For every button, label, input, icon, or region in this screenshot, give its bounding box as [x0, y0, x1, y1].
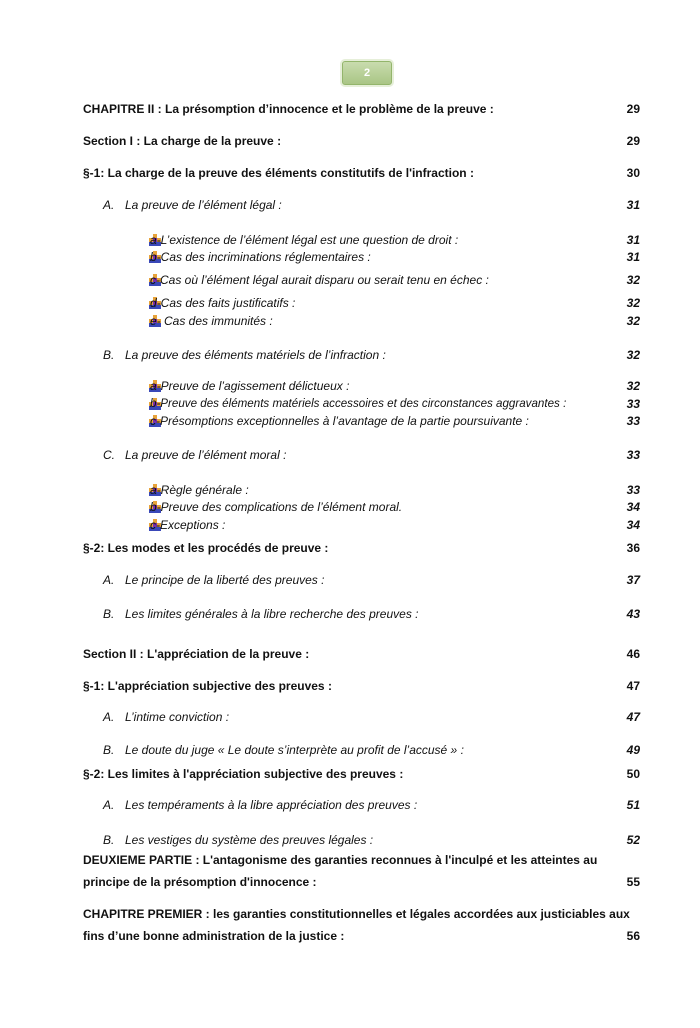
toc-entry-title-line1: CHAPITRE PREMIER : les garanties constitutionnelles et légales accordées aux justiciables aux — [83, 907, 630, 921]
toc-entry-page: 51 — [626, 798, 640, 812]
toc-entry-title: §-2: Les modes et les procédés de preuve : — [83, 541, 329, 555]
toc-entry-page: 33 — [626, 397, 640, 411]
toc-entry-page: 34 — [626, 500, 640, 514]
toc-entry-page: 32 — [626, 273, 640, 287]
toc-entry-page: 32 — [626, 296, 640, 310]
toc-entry-page: 30 — [626, 166, 640, 180]
toc-entry-page: 33 — [626, 414, 640, 428]
toc-entry-deuxieme-partie[interactable] — [83, 849, 640, 893]
toc-entry-title: a-Preuve de l’agissement délictueux : — [150, 379, 350, 393]
toc-entry-letter: A. — [103, 198, 115, 212]
toc-entry-title: c-Présomptions exceptionnelles à l’avantage de la partie poursuivante : — [150, 414, 529, 428]
toc-entry-page: 31 — [626, 250, 640, 264]
toc-entry-title: c-Cas où l’élément légal aurait disparu ou serait tenu en échec : — [150, 273, 489, 287]
toc-entry-page: 33 — [626, 448, 640, 462]
toc-entry-chapitre-premier[interactable] — [83, 903, 640, 947]
toc-entry-title: a-L’existence de l’élément légal est une question de droit : — [150, 233, 459, 247]
toc-entry-title: Les tempéraments à la libre appréciation des preuves : — [125, 798, 418, 812]
toc-entry-title: d-Cas des faits justificatifs : — [150, 296, 296, 310]
toc-entry-letter: C. — [103, 448, 115, 462]
toc-entry-title: CHAPITRE II : La présomption d’innocence et le problème de la preuve : — [83, 102, 494, 116]
toc-entry-title: La preuve des éléments matériels de l’infraction : — [125, 348, 386, 362]
toc-entry-page: 32 — [626, 314, 640, 328]
toc-entry-letter: B. — [103, 607, 115, 621]
toc-entry-letter: A. — [103, 573, 115, 587]
toc-entry-letter: A. — [103, 710, 115, 724]
toc-entry-page: 33 — [626, 483, 640, 497]
toc-entry-page: 29 — [626, 134, 640, 148]
toc-entry-page: 36 — [626, 541, 640, 555]
toc-entry-title: b-Preuve des éléments matériels accessoires et des circonstances aggravantes : — [150, 397, 567, 410]
toc-entry-page: 47 — [626, 679, 640, 693]
toc-entry-letter: B. — [103, 833, 115, 847]
toc-entry-page: 49 — [626, 743, 640, 757]
toc-entry-page: 31 — [626, 198, 640, 212]
toc-entry-page: 29 — [626, 102, 640, 116]
toc-entry-title: Section I : La charge de la preuve : — [83, 134, 282, 148]
toc-entry-page: 46 — [626, 647, 640, 661]
toc-entry-page: 56 — [626, 929, 640, 943]
toc-entry-title: b-Cas des incriminations réglementaires : — [150, 250, 371, 264]
toc-entry-page: 31 — [626, 233, 640, 247]
toc-entry-page: 37 — [626, 573, 640, 587]
toc-entry-page: 34 — [626, 518, 640, 532]
toc-entry-title: Les vestiges du système des preuves légales : — [125, 833, 374, 847]
toc-entry-letter: B. — [103, 743, 115, 757]
page-number-badge: 2 — [342, 61, 392, 85]
toc-entry-title-line2: principe de la présomption d'innocence : — [83, 875, 317, 889]
toc-entry-title: L’intime conviction : — [125, 710, 230, 724]
toc-entry-title: e- Cas des immunités : — [150, 314, 273, 328]
toc-entry-title: La preuve de l’élément moral : — [125, 448, 287, 462]
toc-entry-title-line2: fins d’une bonne administration de la justice : — [83, 929, 345, 943]
toc-entry-title: Section II : L'appréciation de la preuve : — [83, 647, 310, 661]
toc-entry-page: 43 — [626, 607, 640, 621]
toc-entry-title-line1: DEUXIEME PARTIE : L'antagonisme des garanties reconnues à l'inculpé et les atteintes au — [83, 853, 598, 867]
toc-entry-title: §-1: La charge de la preuve des éléments constitutifs de l'infraction : — [83, 166, 474, 180]
toc-entry-page: 52 — [626, 833, 640, 847]
toc-entry-page: 32 — [626, 348, 640, 362]
toc-entry-page: 47 — [626, 710, 640, 724]
toc-entry-title: c-Exceptions : — [150, 518, 226, 532]
toc-entry-page: 50 — [626, 767, 640, 781]
toc-entry-title: b-Preuve des complications de l’élément moral. — [150, 500, 403, 514]
toc-entry-letter: B. — [103, 348, 115, 362]
toc-entry-title: Le principe de la liberté des preuves : — [125, 573, 325, 587]
toc-entry-letter: A. — [103, 798, 115, 812]
toc-entry-title: §-2: Les limites à l'appréciation subjective des preuves : — [83, 767, 404, 781]
toc-entry-title: Les limites générales à la libre recherche des preuves : — [125, 607, 419, 621]
toc-entry-title: Le doute du juge « Le doute s’interprète au profit de l’accusé » : — [125, 743, 464, 757]
toc-entry-page: 32 — [626, 379, 640, 393]
toc-entry-title: a-Règle générale : — [150, 483, 249, 497]
toc-entry-title: §-1: L'appréciation subjective des preuves : — [83, 679, 332, 693]
toc-entry-page: 55 — [626, 875, 640, 889]
toc-entry-title: La preuve de l’élément légal : — [125, 198, 282, 212]
